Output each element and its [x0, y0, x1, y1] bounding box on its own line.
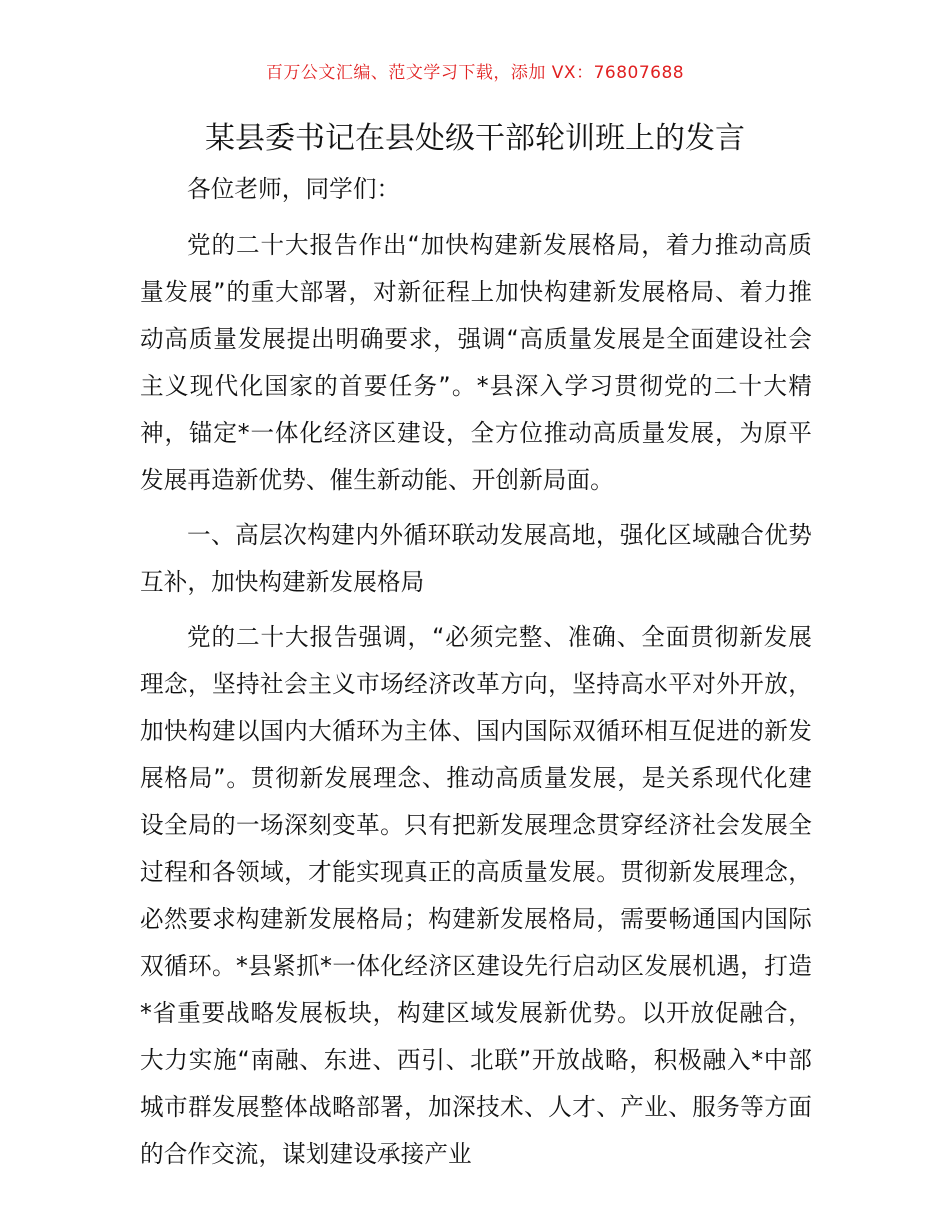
document-body — [140, 166, 812, 1178]
section-heading-1: 一、高层次构建内外循环联动发展高地，强化区域融合优势互补，加快构建新发展格局 — [140, 521, 812, 596]
header-banner: 百万公文汇编、范文学习下载，添加 VX：76807688 — [265, 63, 685, 83]
paragraph-section-1: 党的二十大报告强调，“必须完整、准确、全面贯彻新发展理念，坚持社会主义市场经济改革方向，坚持高水平对外开放，加快构建以国内大循环为主体、国内国际双循环相互促进的新发展格局”。贯彻新发展理念、推动高质量发展，是关系现代化建设全局的一场深刻变革。只有把新发展理念贯穿经济社会发展全过程和各领域，才能实现真正的高质量发展。贯彻新发展理念，必然要求构建新发展格局；构建新发展格局，需要畅通国内国际双循环。*县紧抓*一体化经济区建设先行启动区发展机遇，打造*省重要战略发展板块，构建区域发展新优势。以开放促融合，大力实施“南融、东进、西引、北联”开放战略，积极融入*中部城市群发展整体战略部署，加深技术、人才、产业、服务等方面的合作交流，谋划建设承接产业 — [140, 623, 812, 1168]
salutation: 各位老师，同学们： — [187, 175, 401, 203]
document-title: 某县委书记在县处级干部轮训班上的发言 — [205, 121, 745, 156]
paragraph-intro: 党的二十大报告作出“加快构建新发展格局，着力推动高质量发展”的重大部署，对新征程上加快构建新发展格局、着力推动高质量发展提出明确要求，强调“高质量发展是全面建设社会主义现代化国家的首要任务”。*县深入学习贯彻党的二十大精神，锚定*一体化经济区建设，全方位推动高质量发展，为原平发展再造新优势、催生新动能、开创新局面。 — [140, 231, 812, 494]
